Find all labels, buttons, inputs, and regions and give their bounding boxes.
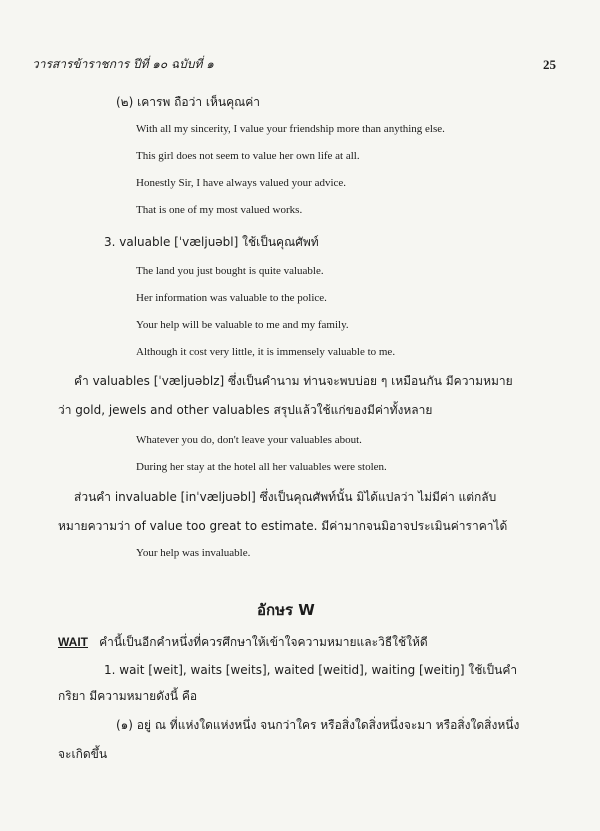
paragraph-line: 1. wait [weit], waits [weits], waited [weitid], waiting [weitiŋ] ใช้เป็นคำ [104, 663, 518, 677]
example-sentence: Her information was valuable to the police. [136, 292, 327, 304]
wait-intro-line [58, 633, 428, 649]
page-number: 25 [543, 57, 556, 72]
paragraph-line: ว่า gold, jewels and other valuables สรุปแล้วใช้แก่ของมีค่าทั้งหลาย [58, 403, 433, 417]
sense-heading: (๒) เคารพ ถือว่า เห็นคุณค่า [116, 95, 261, 109]
example-sentence: Your help will be valuable to me and my family. [136, 319, 349, 331]
entry-heading: 3. valuable [ˈvæljuəbl] ใช้เป็นคุณศัพท์ [104, 235, 319, 249]
paragraph-line: ส่วนคำ invaluable [inˈvæljuəbl] ซึ่งเป็นคุณศัพท์นั้น มิได้แปลว่า ไม่มีค่า แต่กลับ [74, 490, 497, 504]
paragraph-line: กริยา มีความหมายดังนี้ คือ [58, 689, 198, 703]
example-sentence: Although it cost very little, it is immensely valuable to me. [136, 346, 396, 358]
intro-text: คำนี้เป็นอีกคำหนึ่งที่ควรศึกษาให้เข้าใจความหมายและวิธีใช้ให้ดี [99, 635, 428, 649]
paragraph-line: หมายความว่า of value too great to estimate. มีค่ามากจนมิอาจประเมินค่าราคาได้ [58, 519, 508, 533]
example-sentence: During her stay at the hotel all her valuables were stolen. [136, 461, 387, 473]
paragraph-line: จะเกิดขึ้น [58, 747, 108, 761]
running-header: วารสารข้าราชการ ปีที่ ๑๐ ฉบับที่ ๑ [32, 57, 214, 71]
example-sentence: Your help was invaluable. [136, 547, 251, 559]
example-sentence: With all my sincerity, I value your friendship more than anything else. [136, 123, 445, 135]
example-sentence: Whatever you do, don't leave your valuables about. [136, 434, 362, 446]
keyword-wait: WAIT [58, 635, 88, 649]
example-sentence: Honestly Sir, I have always valued your advice. [136, 177, 347, 189]
paragraph-line: (๑) อยู่ ณ ที่แห่งใดแห่งหนึ่ง จนกว่าใคร หรือสิ่งใดสิ่งหนึ่งจะมา หรือสิ่งใดสิ่งหนึ่ง [116, 718, 520, 732]
example-sentence: This girl does not seem to value her own life at all. [136, 150, 360, 162]
example-sentence: That is one of my most valued works. [136, 204, 303, 216]
example-sentence: The land you just bought is quite valuable. [136, 265, 324, 277]
section-heading: อักษร W [257, 601, 315, 619]
paragraph-line: คำ valuables [ˈvæljuəblz] ซึ่งเป็นคำนาม ท่านจะพบบ่อย ๆ เหมือนกัน มีความหมาย [74, 374, 513, 388]
